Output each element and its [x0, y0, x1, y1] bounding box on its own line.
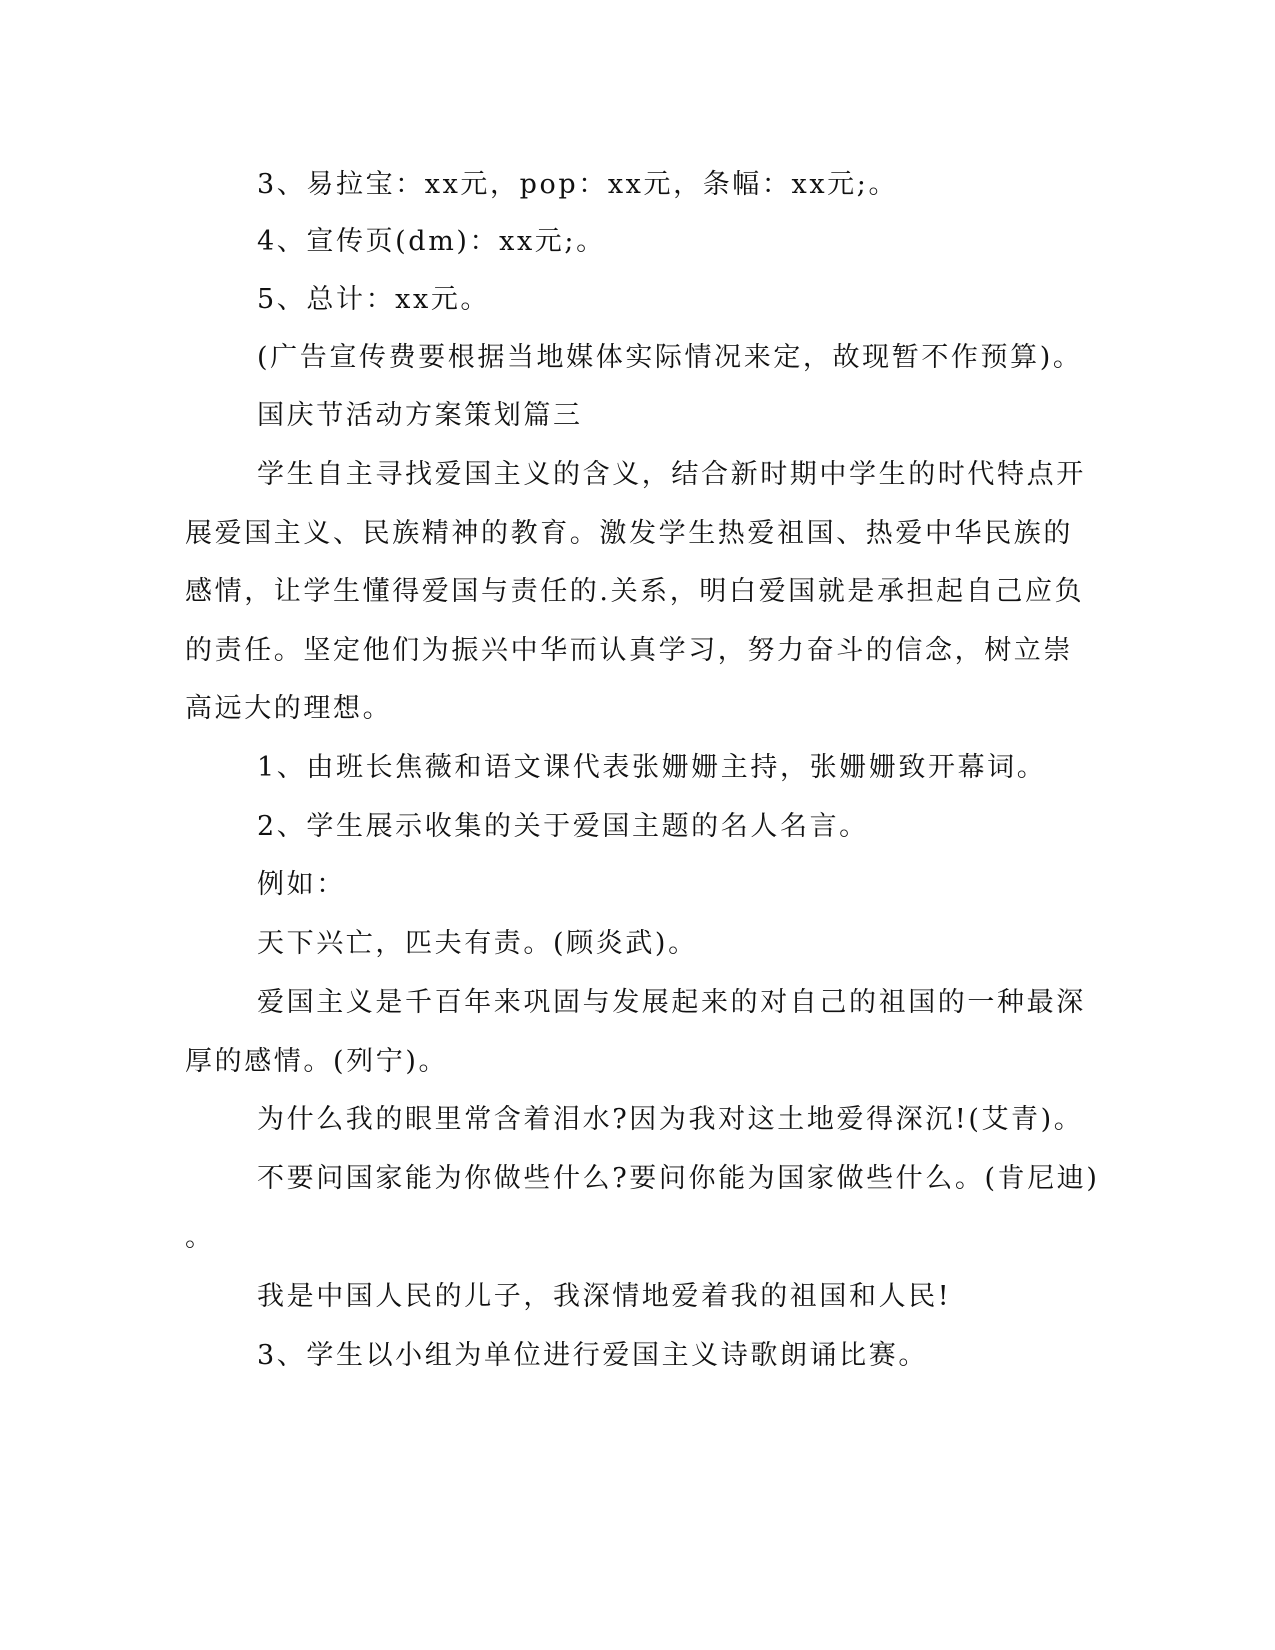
- example-label: 例如：: [257, 869, 346, 900]
- quote-line: 天下兴亡，匹夫有责。(顾炎武)。: [257, 928, 698, 959]
- activity-item-1: 1、由班长焦薇和语文课代表张姗姗主持，张姗姗致开幕词。: [257, 752, 1047, 783]
- quote-line: 不要问国家能为你做些什么?要问你能为国家做些什么。(肯尼迪): [257, 1163, 1100, 1194]
- budget-item-3: 3、易拉宝：xx元，pop：xx元，条幅：xx元;。: [257, 169, 899, 200]
- section-heading: 国庆节活动方案策划篇三: [257, 400, 583, 431]
- paragraph-line: 高远大的理想。: [185, 693, 393, 724]
- quote-line: 爱国主义是千百年来巩固与发展起来的对自己的祖国的一种最深: [257, 987, 1086, 1018]
- activity-item-3: 3、学生以小组为单位进行爱国主义诗歌朗诵比赛。: [257, 1340, 928, 1371]
- quote-line: 我是中国人民的儿子，我深情地爱着我的祖国和人民!: [257, 1281, 952, 1312]
- budget-item-4: 4、宣传页(dm)：xx元;。: [257, 226, 606, 257]
- paragraph-line: 感情，让学生懂得爱国与责任的.关系，明白爱国就是承担起自己应负: [185, 576, 1085, 607]
- quote-line: 厚的感情。(列宁)。: [185, 1046, 449, 1077]
- paragraph-line: 展爱国主义、民族精神的教育。激发学生热爱祖国、热爱中华民族的: [185, 518, 1073, 549]
- quote-line: 。: [185, 1222, 215, 1253]
- paragraph-line: 的责任。坚定他们为振兴中华而认真学习，努力奋斗的信念，树立崇: [185, 635, 1073, 666]
- budget-item-5: 5、总计：xx元。: [257, 284, 491, 315]
- paragraph-line: 学生自主寻找爱国主义的含义，结合新时期中学生的时代特点开: [257, 459, 1086, 490]
- budget-note: (广告宣传费要根据当地媒体实际情况来定，故现暂不作预算)。: [257, 342, 1083, 373]
- activity-item-2: 2、学生展示收集的关于爱国主题的名人名言。: [257, 811, 869, 842]
- quote-line: 为什么我的眼里常含着泪水?因为我对这土地爱得深沉!(艾青)。: [257, 1104, 1084, 1135]
